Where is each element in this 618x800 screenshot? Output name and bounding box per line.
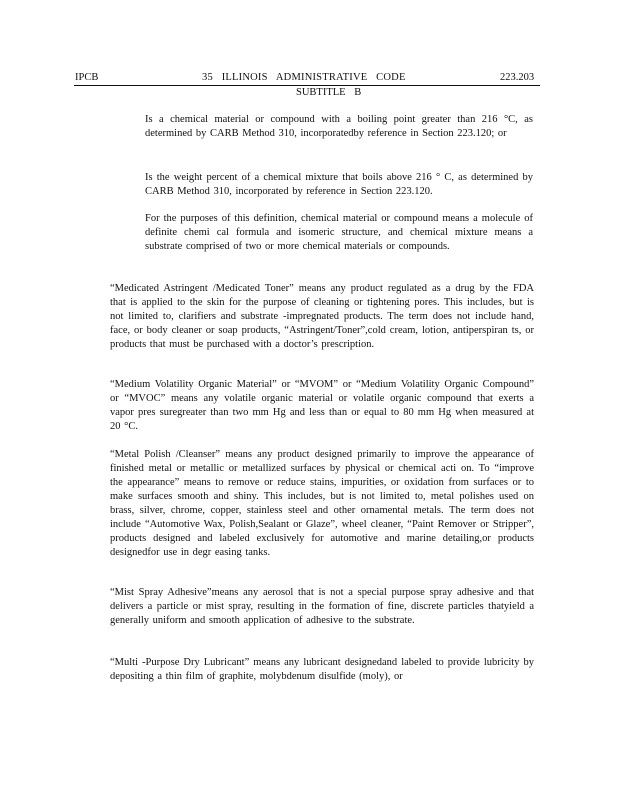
paragraph-definition-purposes: For the purposes of this definition, chemical material or compound means a molecule of definite chemi cal formula and isomeric structure, and chemical mixture means a substrate comprised of two or more chemical materials or compounds. — [145, 213, 533, 252]
definition-multi-purpose-dry-lubricant: “Multi -Purpose Dry Lubricant” means any lubricant designedand labeled to provide lubricity by depositing a thin film of graphite, molybdenum disulfide (moly), or — [110, 657, 534, 682]
header-subtitle: SUBTITLE B — [296, 87, 362, 98]
paragraph-weight-percent: Is the weight percent of a chemical mixture that boils above 216 ° C, as determined by CARB Method 310, incorporated by reference in Section 223.120. — [145, 172, 533, 197]
definition-mist-spray-adhesive: “Mist Spray Adhesive”means any aerosol that is not a special purpose spray adhesive and that delivers a particle or mist spray, resulting in the formation of fine, discrete particles thatyield a generally uniform and smooth application of adhesive to the substrate. — [110, 587, 534, 626]
header-rule — [74, 85, 540, 86]
header-section-number: 223.203 — [500, 72, 535, 83]
definition-mvom: “Medium Volatility Organic Material” or “MVOM” or “Medium Volatility Organic Compound” or “MVOC” means any volatile organic material or volatile organic compound that exerts a vapor pres suregreater than two mm Hg and less than or equal to 80 mm Hg when measured at 20 °C. — [110, 379, 534, 432]
header-agency: IPCB — [75, 72, 99, 83]
paragraph-boiling-point: Is a chemical material or compound with a boiling point greater than 216 °C, as determined by CARB Method 310, incorporatedby reference in Section 223.120; or — [145, 114, 533, 139]
definition-medicated-astringent: “Medicated Astringent /Medicated Toner” means any product regulated as a drug by the FDA that is applied to the skin for the purpose of cleaning or tightening pores. This includes, but is not limited to, clarifiers and substrate -impregnated products. The term does not include hand, face, or body cleaner or soap products, “Astringent/Toner”,cold cream, lotion, antiperspiran ts, or products that must be purchased with a doctor’s prescription. — [110, 283, 534, 350]
header-code-title: 35 ILLINOIS ADMINISTRATIVE CODE — [202, 72, 406, 83]
definition-metal-polish: “Metal Polish /Cleanser” means any product designed primarily to improve the appearance of finished metal or metallic or metallized surfaces by physical or chemical acti on. To “improve the appearance” means to remove or reduce stains, impurities, or oxidation from surfaces or to make surfaces smooth and shiny. This includes, but is not limited to, metal polishes used on brass, silver, chrome, copper, stainless steel and other ornamental metals. The term does not include “Automotive Wax, Polish,Sealant or Glaze”, wheel cleaner, “Paint Remover or Stripper”, products designed and labeled exclusively for automotive and marine detailing,or products designedfor use in degr easing tanks. — [110, 449, 534, 558]
